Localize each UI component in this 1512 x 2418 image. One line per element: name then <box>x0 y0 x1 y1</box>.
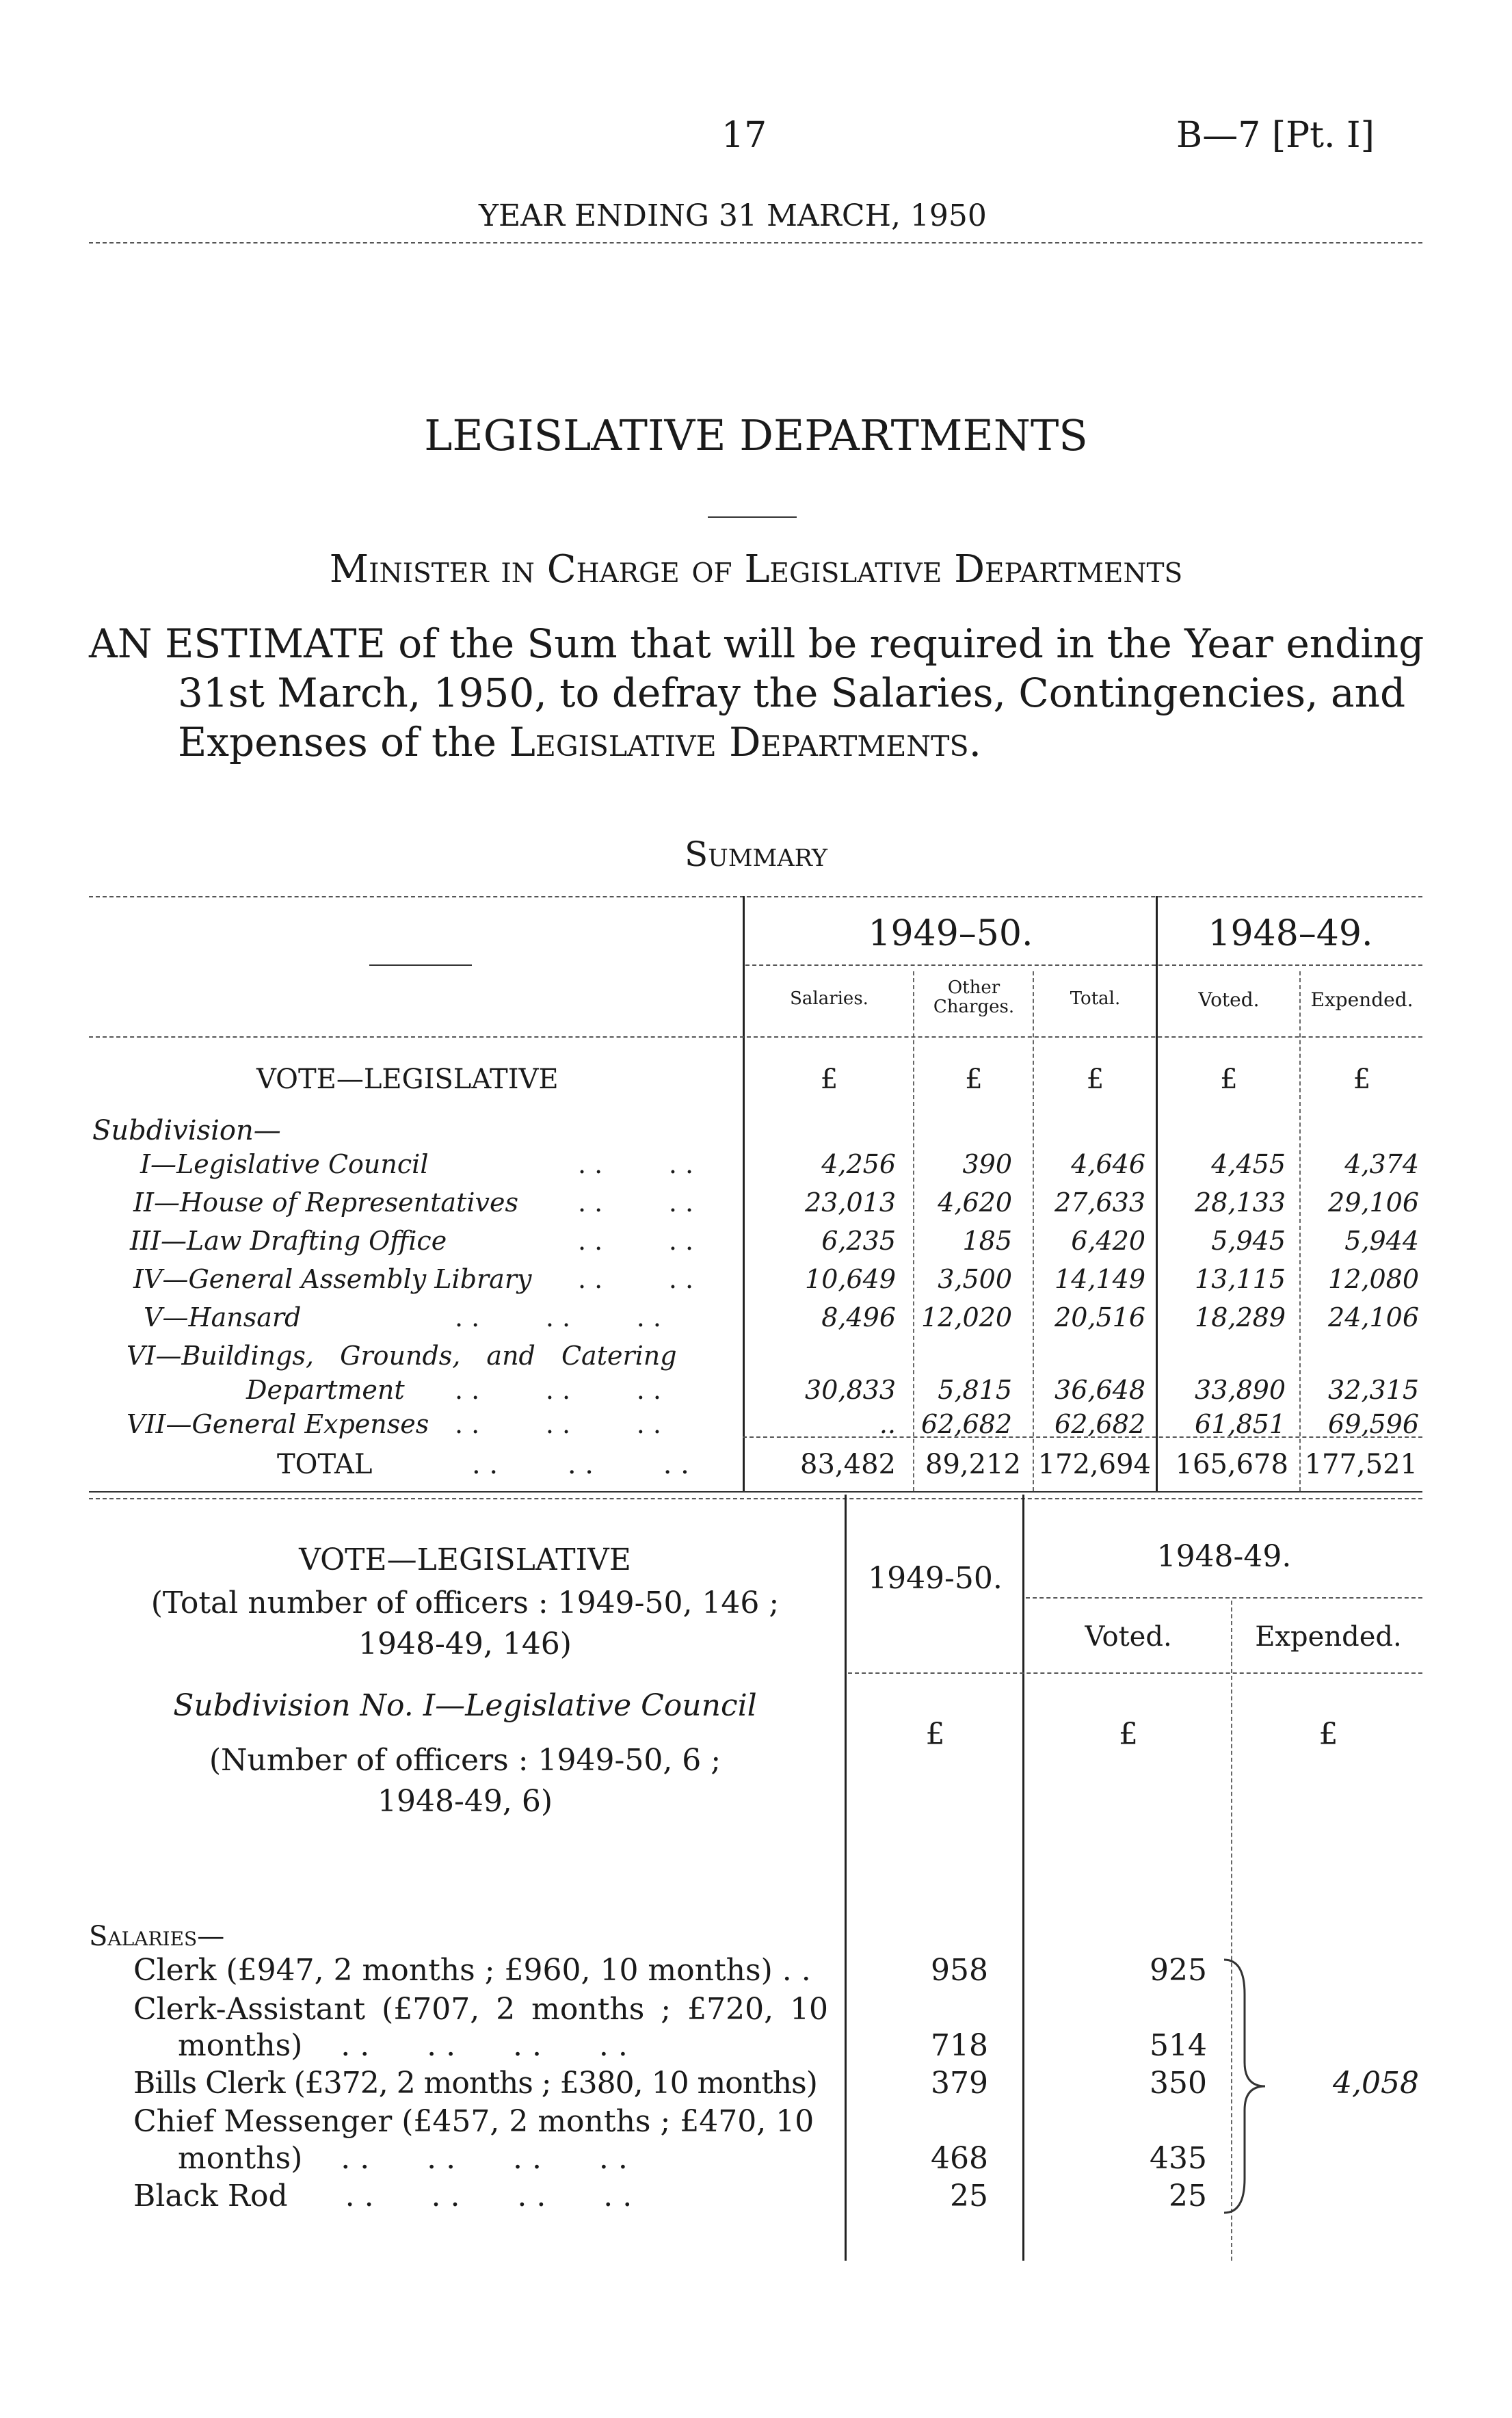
detail-item-3-voted: 350 <box>1150 2066 1207 2101</box>
summary-row-1-voted: 4,455 <box>1211 1149 1286 1179</box>
summary-row-6-leaders: . . . . . . <box>455 1375 661 1405</box>
minister-line: Minister in Charge of Legislative Departments <box>329 547 1183 592</box>
summary-row-2-salaries: 23,013 <box>805 1187 896 1218</box>
summary-currency-salaries: £ <box>820 1064 838 1095</box>
summary-vline-1 <box>743 896 745 1491</box>
summary-row-2-name: II—House of Representatives <box>133 1187 518 1218</box>
summary-stub-rule <box>369 964 472 966</box>
detail-expended-total: 4,058 <box>1333 2066 1419 2101</box>
detail-item-5-voted: 25 <box>1169 2179 1207 2213</box>
estimate-line-2: 31st March, 1950, to defray the Salaries, Contingencies, and <box>178 670 1406 716</box>
detail-item-4-label-1: Chief Messenger (£457, 2 months ; £470, 10 <box>133 2104 814 2139</box>
detail-item-4-label-2: months) . . . . . . . . <box>178 2141 628 2176</box>
summary-vote-label: VOTE—LEGISLATIVE <box>256 1064 559 1095</box>
detail-col-voted: Voted. <box>1085 1621 1172 1653</box>
summary-row-1-expended: 4,374 <box>1344 1149 1419 1179</box>
summary-total-total: 172,694 <box>1037 1449 1151 1480</box>
page-number: 17 <box>721 115 767 156</box>
detail-item-2-label-1: Clerk-Assistant (£707, 2 months ; £720, 10 <box>133 1992 829 2027</box>
page-title: LEGISLATIVE DEPARTMENTS <box>424 410 1088 460</box>
detail-officers-line-2: 1948-49, 146) <box>358 1627 572 1661</box>
summary-row-2-expended: 29,106 <box>1328 1187 1419 1218</box>
summary-heading: Summary <box>684 835 828 874</box>
summary-row-4-salaries: 10,649 <box>805 1264 896 1294</box>
detail-col-current: 1949-50. <box>868 1561 1003 1596</box>
summary-year-rule-1 <box>745 964 1156 966</box>
detail-item-4-voted: 435 <box>1150 2141 1207 2176</box>
detail-item-5-text: Black Rod <box>133 2179 288 2213</box>
detail-item-5-current: 25 <box>950 2179 988 2213</box>
summary-row-6-name: VI—Buildings, Grounds, and Catering <box>127 1341 677 1371</box>
estimate-line-3-departments: Legislative Departments <box>509 719 969 765</box>
summary-row-7-leaders: . . . . . . <box>455 1409 661 1439</box>
summary-row-6-name-cont: Department <box>246 1375 405 1405</box>
estimate-line-1: AN ESTIMATE of the Sum that will be required in the Year ending <box>89 620 1424 667</box>
estimate-line-3-start: Expenses of the <box>178 719 509 765</box>
summary-year-previous: 1948–49. <box>1208 913 1373 954</box>
summary-total-label: TOTAL <box>277 1449 373 1480</box>
detail-item-5-label: Black Rod . . . . . . . . <box>133 2179 633 2213</box>
summary-year-current: 1949–50. <box>868 913 1033 954</box>
summary-row-5-salaries: 8,496 <box>821 1302 896 1332</box>
detail-item-2-label-2: months) . . . . . . . . <box>178 2028 628 2063</box>
detail-item-4-text-2: months) <box>178 2141 303 2176</box>
summary-total-other: 89,212 <box>925 1449 1021 1480</box>
summary-vline-3 <box>913 971 914 1491</box>
expended-brace <box>1217 1953 1272 2220</box>
summary-currency-total: £ <box>1086 1064 1104 1095</box>
summary-row-4-leaders: . . . . <box>578 1264 694 1294</box>
summary-row-7-name: VII—General Expenses <box>127 1409 429 1439</box>
estimate-paragraph <box>89 619 1429 767</box>
detail-salaries-label: Salaries— <box>89 1921 225 1952</box>
detail-currency-voted: £ <box>1119 1717 1138 1752</box>
summary-total-salaries: 83,482 <box>800 1449 896 1480</box>
summary-total-voted: 165,678 <box>1175 1449 1288 1480</box>
detail-item-4-current: 468 <box>931 2141 988 2176</box>
summary-row-1-name: I—Legislative Council <box>140 1149 429 1179</box>
summary-row-3-name: III—Law Drafting Office <box>130 1226 447 1256</box>
detail-item-2-voted: 514 <box>1150 2028 1207 2063</box>
detail-sub-officers-line-2: 1948-49, 6) <box>377 1784 553 1819</box>
summary-subdivision-label: Subdivision— <box>92 1115 281 1146</box>
title-rule <box>708 516 797 518</box>
detail-item-3-current: 379 <box>931 2066 988 2101</box>
summary-total-rule <box>743 1436 1422 1438</box>
detail-item-2-current: 718 <box>931 2028 988 2063</box>
summary-row-4-total: 14,149 <box>1055 1264 1145 1294</box>
summary-row-4-other: 3,500 <box>938 1264 1012 1294</box>
summary-row-7-voted: 61,851 <box>1195 1409 1286 1439</box>
summary-row-3-salaries: 6,235 <box>821 1226 896 1256</box>
running-title: YEAR ENDING 31 MARCH, 1950 <box>479 198 987 233</box>
summary-currency-voted: £ <box>1220 1064 1238 1095</box>
header-rule <box>89 242 1422 244</box>
detail-vline-1 <box>845 1495 847 2261</box>
summary-row-1-total: 4,646 <box>1071 1149 1145 1179</box>
summary-year-rule-2 <box>1158 964 1422 966</box>
summary-row-6-other: 5,815 <box>938 1375 1012 1405</box>
summary-row-1-other: 390 <box>962 1149 1012 1179</box>
summary-row-4-name: IV—General Assembly Library <box>133 1264 532 1294</box>
detail-item-1-voted: 925 <box>1150 1953 1207 1988</box>
detail-item-1-current: 958 <box>931 1953 988 1988</box>
summary-header-rule <box>89 1036 1422 1038</box>
summary-row-6-voted: 33,890 <box>1195 1375 1286 1405</box>
summary-row-2-voted: 28,133 <box>1195 1187 1286 1218</box>
summary-currency-expended: £ <box>1353 1064 1371 1095</box>
summary-row-7-total: 62,682 <box>1055 1409 1145 1439</box>
summary-vline-4 <box>1033 971 1034 1491</box>
summary-bottom-rule-2 <box>89 1498 1422 1499</box>
detail-officers-line-1: (Total number of officers : 1949-50, 146 ; <box>150 1586 780 1620</box>
summary-total-leaders: . . . . . . <box>472 1449 689 1480</box>
document-reference: B—7 [Pt. I] <box>1176 115 1375 156</box>
summary-row-3-total: 6,420 <box>1071 1226 1145 1256</box>
summary-row-5-other: 12,020 <box>921 1302 1012 1332</box>
detail-item-1-text: Clerk (£947, 2 months ; £960, 10 months) <box>133 1953 773 1988</box>
summary-row-5-total: 20,516 <box>1055 1302 1145 1332</box>
summary-vline-5 <box>1299 971 1301 1491</box>
detail-item-1-label: Clerk (£947, 2 months ; £960, 10 months) . . <box>133 1953 811 1988</box>
summary-col-salaries: Salaries. <box>790 988 868 1009</box>
summary-col-voted: Voted. <box>1198 988 1260 1011</box>
summary-col-total: Total. <box>1070 988 1121 1009</box>
summary-row-2-total: 27,633 <box>1055 1187 1145 1218</box>
summary-row-1-salaries: 4,256 <box>821 1149 896 1179</box>
detail-col-expended: Expended. <box>1255 1621 1402 1653</box>
summary-row-7-other: 62,682 <box>921 1409 1012 1439</box>
summary-row-2-leaders: . . . . <box>578 1187 694 1218</box>
summary-total-expended: 177,521 <box>1304 1449 1418 1480</box>
detail-header-rule <box>848 1672 1422 1674</box>
summary-row-6-total: 36,648 <box>1055 1375 1145 1405</box>
summary-row-5-voted: 18,289 <box>1195 1302 1286 1332</box>
summary-row-5-name: V—Hansard <box>144 1302 302 1332</box>
summary-row-1-leaders: . . . . <box>578 1149 694 1179</box>
detail-vote-label: VOTE—LEGISLATIVE <box>299 1542 631 1577</box>
summary-top-rule <box>89 896 1422 897</box>
detail-item-2-text-2: months) <box>178 2028 303 2063</box>
summary-row-5-expended: 24,106 <box>1328 1302 1419 1332</box>
estimate-line-3 <box>89 718 1429 767</box>
detail-subdivision: Subdivision No. I—Legislative Council <box>173 1688 757 1723</box>
summary-row-3-voted: 5,945 <box>1211 1226 1286 1256</box>
detail-vline-2 <box>1022 1495 1024 2261</box>
summary-row-4-expended: 12,080 <box>1328 1264 1419 1294</box>
summary-row-3-other: 185 <box>962 1226 1012 1256</box>
summary-col-expended: Expended. <box>1310 988 1414 1011</box>
summary-row-7-expended: 69,596 <box>1328 1409 1419 1439</box>
summary-currency-other: £ <box>965 1064 983 1095</box>
summary-row-6-expended: 32,315 <box>1328 1375 1419 1405</box>
detail-sub-officers-line-1: (Number of officers : 1949-50, 6 ; <box>209 1743 721 1778</box>
summary-bottom-rule <box>89 1491 1422 1493</box>
summary-col-other-charges: Other Charges. <box>933 977 1015 1017</box>
detail-year-rule <box>1026 1597 1422 1599</box>
detail-col-previous: 1948-49. <box>1156 1539 1292 1574</box>
summary-row-6-salaries: 30,833 <box>805 1375 896 1405</box>
summary-row-4-voted: 13,115 <box>1195 1264 1286 1294</box>
detail-currency-expended: £ <box>1318 1717 1338 1752</box>
summary-vline-2 <box>1156 896 1158 1491</box>
summary-row-3-expended: 5,944 <box>1344 1226 1419 1256</box>
summary-row-3-leaders: . . . . <box>578 1226 694 1256</box>
detail-item-3-label: Bills Clerk (£372, 2 months ; £380, 10 months) <box>133 2066 817 2101</box>
summary-row-2-other: 4,620 <box>938 1187 1012 1218</box>
summary-row-7-salaries: .. <box>879 1409 896 1439</box>
summary-row-5-leaders: . . . . . . <box>455 1302 661 1332</box>
estimate-line-3-end: . <box>968 719 981 765</box>
detail-currency-current: £ <box>925 1717 945 1752</box>
